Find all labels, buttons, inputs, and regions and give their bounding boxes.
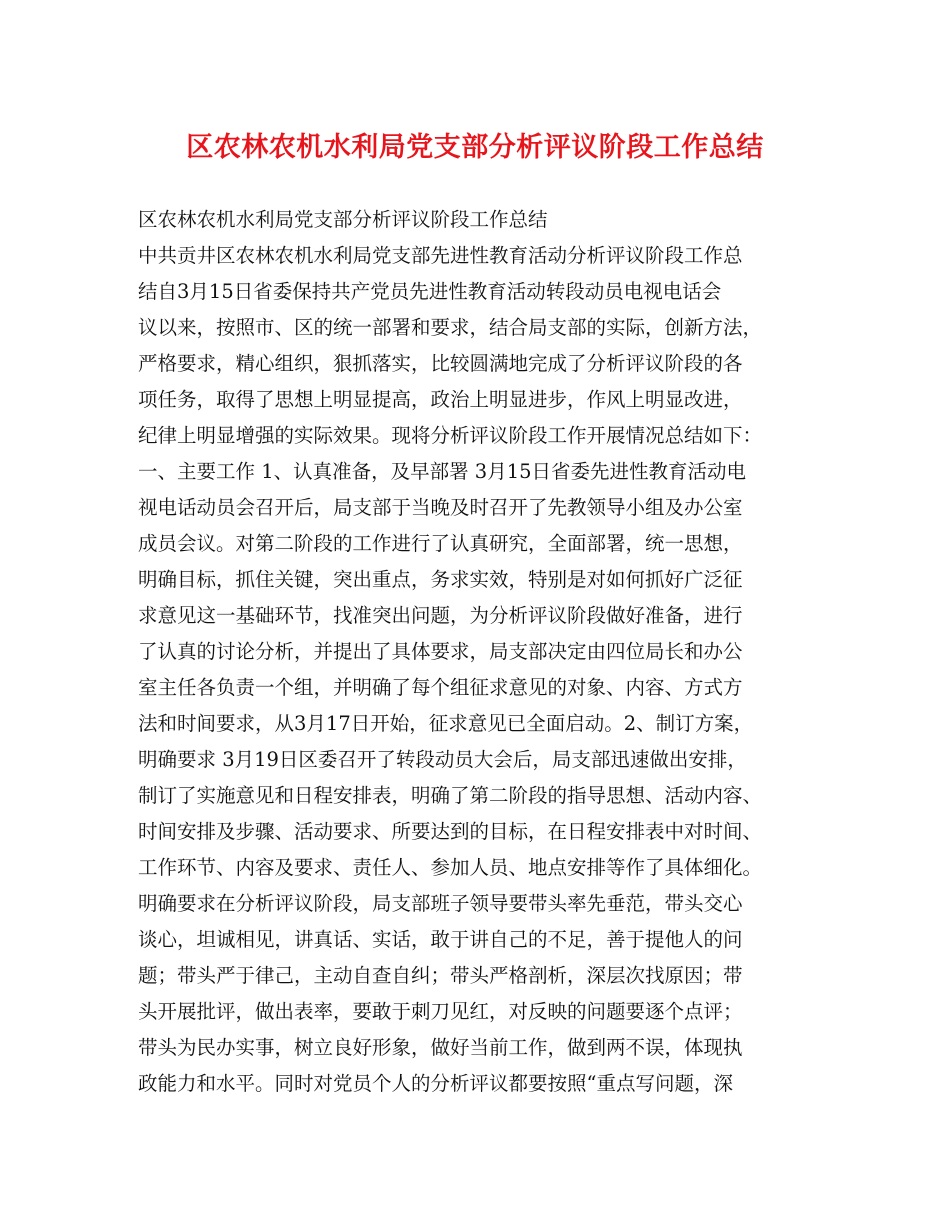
- body-line: 一、主要工作 1、认真准备，及早部署 3月15日省委先进性教育活动电: [138, 460, 747, 483]
- body-line: 明确目标，抓住关键，突出重点，务求实效，特别是对如何抓好广泛征: [138, 568, 743, 591]
- body-line: 头开展批评，做出表率，要敢于刺刀见红，对反映的问题要逐个点评；: [138, 1000, 743, 1023]
- body-line: 室主任各负责一个组，并明确了每个组征求意见的对象、内容、方式方: [138, 676, 743, 699]
- body-line: 结自3月15日省委保持共产党员先进性教育活动转段动员电视电话会: [138, 280, 722, 303]
- document-body: [138, 202, 828, 1102]
- body-line: 题；带头严于律己，主动自查自纠；带头严格剖析，深层次找原因；带: [138, 964, 743, 987]
- body-line: 纪律上明显增强的实际效果。现将分析评议阶段工作开展情况总结如下：: [138, 424, 763, 447]
- document-title: 区农林农机水利局党支部分析评议阶段工作总结: [186, 132, 764, 163]
- body-line: 工作环节、内容及要求、责任人、参加人员、地点安排等作了具体细化。: [138, 856, 763, 879]
- body-line: 法和时间要求，从3月17日开始，征求意见已全面启动。2、制订方案，: [138, 712, 754, 735]
- body-line: 明确要求 3月19日区委召开了转段动员大会后，局支部迅速做出安排，: [138, 748, 747, 771]
- body-line: 区农林农机水利局党支部分析评议阶段工作总结: [138, 208, 548, 231]
- body-line: 了认真的讨论分析，并提出了具体要求，局支部决定由四位局长和办公: [138, 640, 743, 663]
- body-line: 项任务，取得了思想上明显提高，政治上明显进步，作风上明显改进，: [138, 388, 743, 411]
- body-line: 视电话动员会召开后，局支部于当晚及时召开了先教领导小组及办公室: [138, 496, 743, 519]
- body-line: 明确要求在分析评议阶段，局支部班子领导要带头率先垂范，带头交心: [138, 892, 743, 915]
- body-line: 谈心，坦诚相见，讲真话、实话，敢于讲自己的不足，善于提他人的问: [138, 928, 743, 951]
- body-line: 成员会议。对第二阶段的工作进行了认真研究，全面部署，统一思想，: [138, 532, 743, 555]
- body-line: 带头为民办实事，树立良好形象，做好当前工作，做到两不误，体现执: [138, 1036, 743, 1059]
- body-line: 求意见这一基础环节，找准突出问题，为分析评议阶段做好准备，进行: [138, 604, 743, 627]
- body-line: 议以来，按照市、区的统一部署和要求，结合局支部的实际，创新方法，: [138, 316, 763, 339]
- body-line: 中共贡井区农林农机水利局党支部先进性教育活动分析评议阶段工作总: [138, 244, 743, 267]
- body-line: 制订了实施意见和日程安排表，明确了第二阶段的指导思想、活动内容、: [138, 784, 763, 807]
- body-line: 时间安排及步骤、活动要求、所要达到的目标，在日程安排表中对时间、: [138, 820, 763, 843]
- body-line: 严格要求，精心组织，狠抓落实，比较圆满地完成了分析评议阶段的各: [138, 352, 743, 375]
- body-line: 政能力和水平。同时对党员个人的分析评议都要按照“重点写问题，深: [138, 1072, 733, 1095]
